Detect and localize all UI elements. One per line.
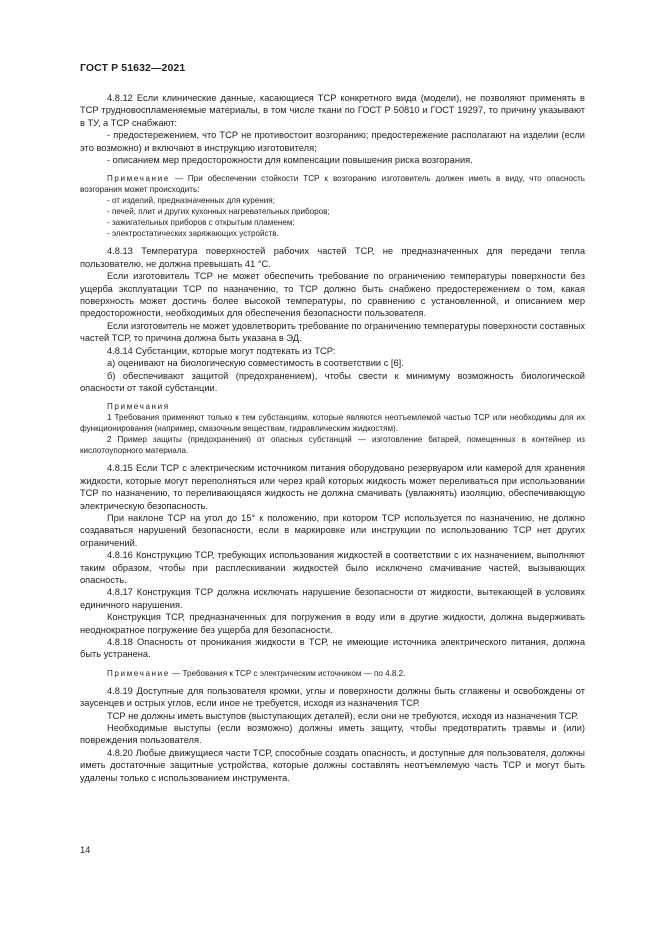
note-text: — Требования к ТСР с электрическим источником — по 4.8.2. bbox=[169, 668, 406, 678]
paragraph-4-8-19-protrusions: ТСР не должны иметь выступов (выступающих деталей), если они не требуются, исходя из назначения ТСР. bbox=[107, 710, 579, 721]
paragraph-4-8-19-protection: Необходимые выступы (если возможно) должны иметь защиту, чтобы предотвратить травмы и (или) повреждения пользователя. bbox=[80, 723, 585, 746]
notes-label: Примечания bbox=[107, 402, 170, 412]
note-fire-sources bbox=[80, 173, 585, 239]
page-number: 14 bbox=[80, 845, 91, 855]
note-list-item: - печей, плит и других кухонных нагревательных приборов; bbox=[107, 207, 330, 217]
paragraph-4-8-13-reason: Если изготовитель не может удовлетворить требование по ограничению температуры поверхности составных частей ТСР, то причина должна быть указана в ЭД. bbox=[80, 320, 586, 344]
document-header: ГОСТ Р 51632—2021 bbox=[80, 62, 186, 74]
notes-substances bbox=[80, 401, 585, 456]
note-electrical bbox=[80, 668, 585, 679]
list-item-precautions: - описанием мер предосторожности для компенсации повышения риска возгорания. bbox=[107, 155, 473, 166]
list-item-a: а) оценивают на биологическую совместимость в соответствии с [6]. bbox=[107, 358, 404, 369]
paragraph-4-8-18: 4.8.18 Опасность от проникания жидкости в ТСР, не имеющие источника электрического питания, должна быть устранена. bbox=[80, 637, 585, 660]
paragraph-4-8-14: 4.8.14 Субстанции, которые могут подтекать из ТСР: bbox=[107, 345, 336, 356]
list-item-warning: - предостережением, что ТСР не противостоит возгоранию; предостережение располагают на изделии (если это возможно) и включают в инструкцию изготовителя; bbox=[80, 130, 585, 153]
paragraph-4-8-15-tilt: При наклоне ТСР на угол до 15° к положению, при котором ТСР используется по назначению, не должно создаваться нарушений безопасности, если в маркировке или инструкции по использованию ТСР нет других ограничений. bbox=[80, 512, 585, 548]
note-item-1: 1 Требования применяют только к тем субстанциям, которые являются неотъемлемой частью ТСР или необходимы для их функционирования (например, смазочным веществам, гидравлическим жидкостям). bbox=[80, 413, 585, 434]
paragraph-4-8-17: 4.8.17 Конструкция ТСР должна исключать нарушение безопасности от жидкости, вытекающей в условиях единичного нарушения. bbox=[80, 587, 585, 610]
note-label: Примечание bbox=[107, 174, 170, 184]
list-item-b: б) обеспечивают защитой (предохранением), чтобы свести к минимуму возможность биологической опасности от такой субстанции. bbox=[80, 370, 585, 393]
paragraph-4-8-20: 4.8.20 Любые движущиеся части ТСР, способные создать опасность, и доступные для пользователя, должны иметь достаточные защитные устройства, которые должны составлять неотъемлемую часть ТСР и могут быть удалены только с использованием инструмента. bbox=[80, 747, 585, 783]
note-list-item: - зажигательных приборов с открытым пламенем; bbox=[107, 218, 295, 228]
document-body bbox=[80, 92, 585, 784]
note-item-2: 2 Пример защиты (предохранения) от опасных субстанций — изготовление батарей, помещенных в контейнер из кислотоупорного материала. bbox=[80, 435, 585, 456]
paragraph-4-8-17-immersion: Конструкция ТСР, предназначенных для погружения в воду или в другие жидкости, должна выдерживать неоднократное погружение без ущерба для безопасности. bbox=[80, 612, 585, 635]
note-list-item: - от изделий, предназначенных для курения; bbox=[107, 196, 275, 206]
paragraph-4-8-12: 4.8.12 Если клинические данные, касающиеся ТСР конкретного вида (модели), не позволяют применять в ТСР трудновоспламеняемые материалы, в том числе ткани по ГОСТ Р 50810 и ГОСТ 19297, то причину указывают в ТУ, а ТСР снабжают: bbox=[80, 93, 585, 128]
paragraph-4-8-19: 4.8.19 Доступные для пользователя кромки, углы и поверхности должны быть сглажены и освобождены от заусенцев и острых углов, если иное не требуется, исходя из назначения ТСР. bbox=[80, 685, 585, 709]
paragraph-4-8-13-warning: Если изготовитель ТСР не может обеспечить требование по ограничению температуры поверхности без ущерба эксплуатации ТСР по назначению, то ТСР должно быть снабжено предостережением о том, какая поверхность может достичь более высокой температуры, по сравнению с установленной, и описанием мер предосторожности, необходимых для обеспечения безопасности пользователя. bbox=[80, 271, 585, 319]
paragraph-4-8-13: 4.8.13 Температура поверхностей рабочих частей ТСР, не предназначенных для передачи тепла пользователю, не должна превышать 41 °С. bbox=[80, 246, 585, 269]
paragraph-4-8-15: 4.8.15 Если ТСР с электрическим источником питания оборудовано резервуаром или камерой для хранения жидкости, которые могут переполняться или через край которых жидкость может переливаться при использовании ТСР по назначению, то переливающаяся жидкость не должна смачивать (увлажнять) изоляцию, обеспечивающую электрическую безопасность. bbox=[80, 463, 585, 511]
note-list-item: - электростатических заряжающих устройств. bbox=[107, 229, 279, 239]
note-text: — При обеспечении стойкости ТСР к возгоранию изготовитель должен иметь в виду, что опасность возгорания может происходить: bbox=[80, 174, 585, 195]
note-label: Примечание bbox=[107, 668, 170, 678]
paragraph-4-8-16: 4.8.16 Конструкцию ТСР, требующих использования жидкостей в соответствии с их назначением, выполняют таким образом, чтобы при расплескивании жидкостей было исключено смачивание частей, вызывающих опасность. bbox=[80, 550, 585, 585]
